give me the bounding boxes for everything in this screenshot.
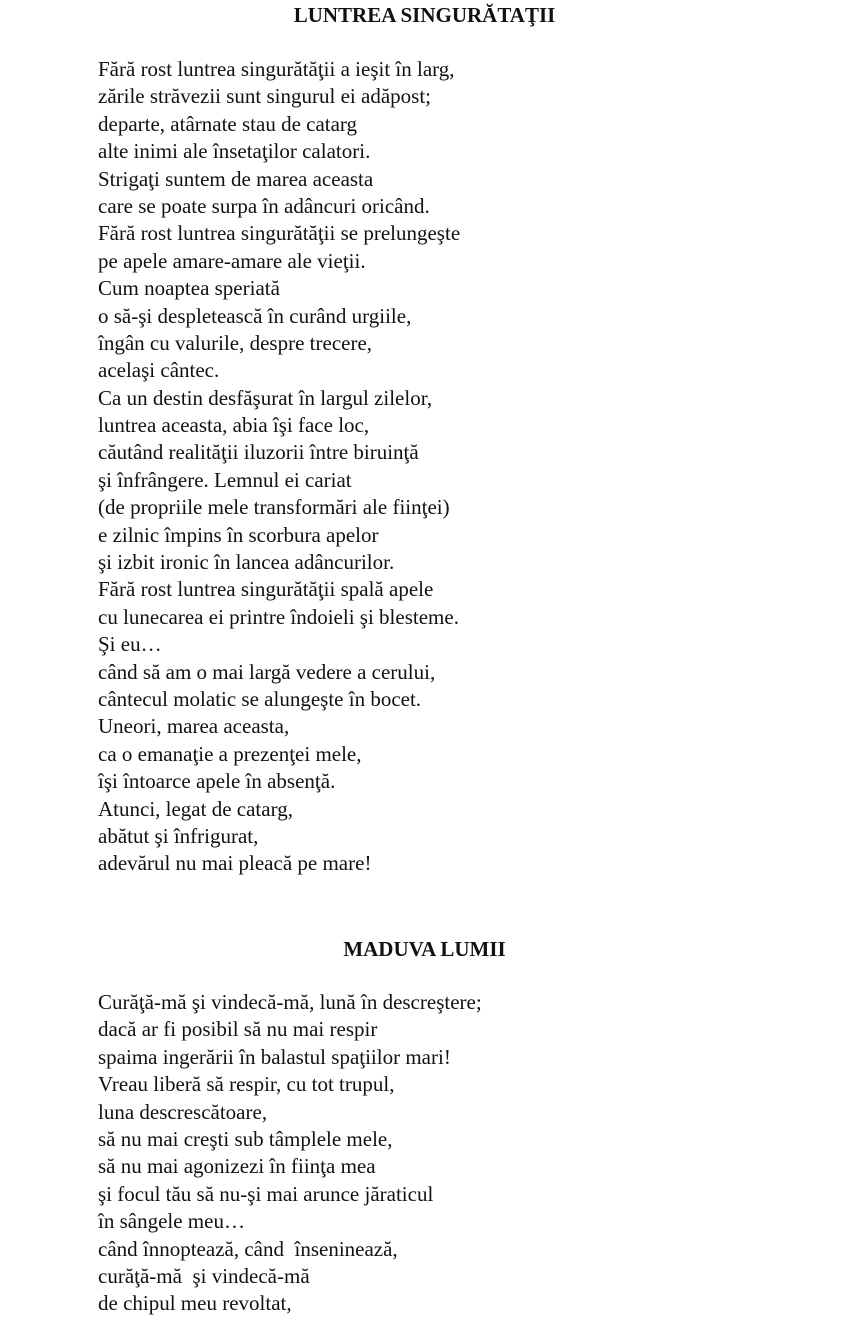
poem-line: ca o emanaţie a prezenţei mele, bbox=[98, 741, 362, 766]
poem-body bbox=[98, 989, 482, 1318]
poem-line: spaima ingerării în balastul spaţiilor mari! bbox=[98, 1044, 451, 1069]
poem-line: Fără rost luntrea singurătăţii se prelungeşte bbox=[98, 221, 461, 246]
poem-line: şi focul tău să nu-şi mai arunce jăraticul bbox=[98, 1181, 434, 1206]
poem-line: pe apele amare-amare ale vieţii. bbox=[98, 248, 366, 273]
poem-line: acelaşi cântec. bbox=[98, 358, 220, 383]
poem-line: Ca un destin desfăşurat în largul zilelor, bbox=[98, 385, 433, 410]
poem-line: să nu mai agonizezi în fiinţa mea bbox=[98, 1154, 376, 1179]
poem-line: când înnoptează, când înseninează, bbox=[98, 1236, 398, 1261]
poem-line: abătut şi înfrigurat, bbox=[98, 823, 259, 848]
poem-line: de chipul meu revoltat, bbox=[98, 1291, 292, 1316]
poem-line: Strigaţi suntem de marea aceasta bbox=[98, 166, 374, 191]
poem-line: luntrea aceasta, abia îşi face loc, bbox=[98, 413, 370, 438]
poem-line: dacă ar fi posibil să nu mai respir bbox=[98, 1017, 378, 1042]
poem-line: Fără rost luntrea singurătăţii spală apele bbox=[98, 577, 434, 602]
poem-line: cu lunecarea ei printre îndoieli şi blesteme. bbox=[98, 604, 459, 629]
poem-line: cântecul molatic se alungeşte în bocet. bbox=[98, 686, 422, 711]
poem-line: îngân cu valurile, despre trecere, bbox=[98, 330, 373, 355]
poem-line: Fără rost luntrea singurătăţii a ieşit în larg, bbox=[98, 57, 455, 81]
poem-line: Vreau liberă să respir, cu tot trupul, bbox=[98, 1072, 395, 1097]
poem-line: şi izbit ironic în lancea adâncurilor. bbox=[98, 550, 395, 575]
poem-line: luna descrescătoare, bbox=[98, 1099, 268, 1124]
poem-line: o să-şi despletească în curând urgiile, bbox=[98, 303, 412, 328]
poem-line: Curăţă-mă şi vindecă-mă, lună în descreştere; bbox=[98, 990, 482, 1014]
poem-line: când să am o mai largă vedere a cerului, bbox=[98, 659, 436, 684]
poem-line: Atunci, legat de catarg, bbox=[98, 796, 293, 821]
poem-line: curăţă-mă şi vindecă-mă bbox=[98, 1263, 310, 1288]
poem-line: zările străvezii sunt singurul ei adăpost; bbox=[98, 84, 431, 109]
poem-line: alte inimi ale însetaţilor calatori. bbox=[98, 139, 371, 164]
poem-title: MADUVA LUMII bbox=[343, 937, 506, 961]
poem-line: (de propriile mele transformări ale fiinţei) bbox=[98, 495, 450, 520]
poem-line: îşi întoarce apele în absenţă. bbox=[98, 769, 336, 794]
poem-line: Cum noaptea speriată bbox=[98, 276, 280, 301]
poem-line: Şi eu… bbox=[98, 632, 162, 657]
poem-line: Uneori, marea aceasta, bbox=[98, 714, 290, 739]
poem-line: în sângele meu… bbox=[98, 1209, 245, 1234]
poem-line: care se poate surpa în adâncuri oricând. bbox=[98, 193, 430, 218]
poem-body bbox=[98, 56, 460, 878]
poem-line: şi înfrângere. Lemnul ei cariat bbox=[98, 467, 352, 492]
poem-line: să nu mai creşti sub tâmplele mele, bbox=[98, 1126, 393, 1151]
poem-line: adevărul nu mai pleacă pe mare! bbox=[98, 851, 372, 876]
poem-title: LUNTREA SINGURĂTAŢII bbox=[293, 3, 556, 27]
poem-line: departe, atârnate stau de catarg bbox=[98, 111, 358, 136]
poem-line: căutând realităţii iluzorii între biruinţă bbox=[98, 440, 419, 465]
poem-line: e zilnic împins în scorbura apelor bbox=[98, 522, 379, 547]
